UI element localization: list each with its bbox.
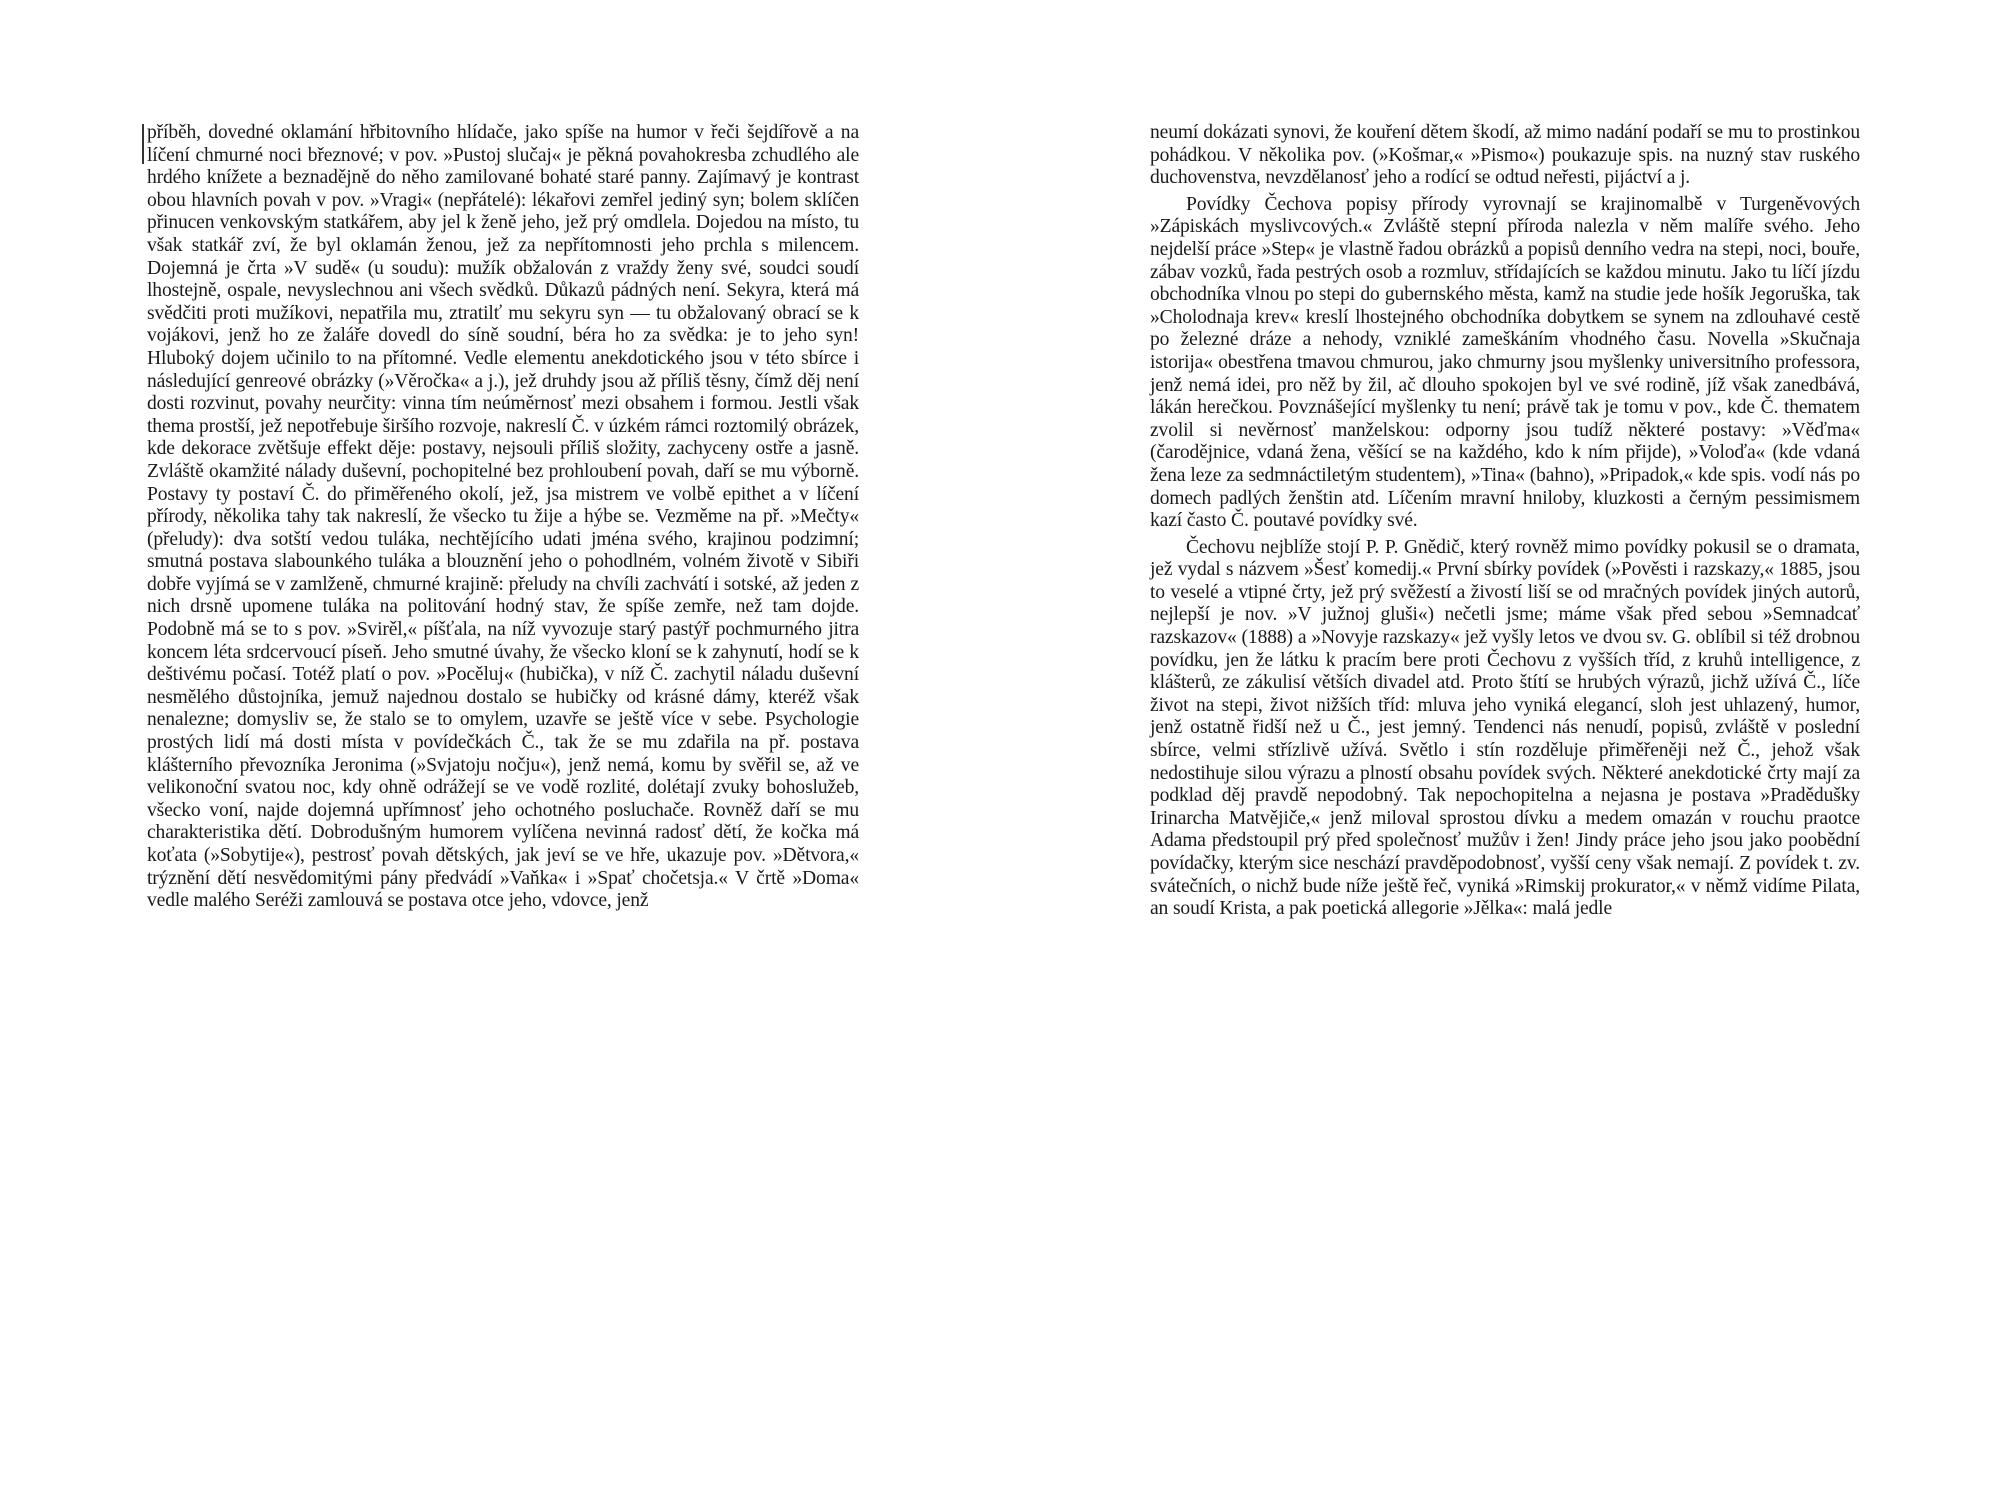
margin-mark xyxy=(142,124,144,164)
left-paragraph-1: příběh, dovedné oklamání hřbitovního hlídače, jako spíše na humor v řeči šejdířově a na líčení chmurné noci březnové; v pov. »Pustoj slučaj« je pěkná povahokresba zchudlého ale hrdého knížete a beznadějně do něho zamilované bohaté staré panny. Zajímavý je kontrast obou hlavních povah v pov. »Vragi« (nepřátelé): lékařovi zemřel jediný syn; bolem sklíčen přinucen venkovským statkářem, aby jel k ženě jeho, jež prý omdlela. Dojedou na místo, tu však statkář zví, že byl oklamán ženou, jež za nepřítomnosti jeho prchla s milencem. Dojemná je črta »V sudě« (u soudu): mužík obžalován z vraždy ženy své, soudci soudí lhostejně, ospale, nevyslechnou ani všech svědků. Důkazů pádných není. Sekyra, která má svědčiti proti mužíkovi, nepatřila mu, ztratilť mu sekyru syn — tu obžalovaný obrací se k vojákovi, jenž ho ze žaláře dovedl do síně soudní, béra ho za svědka: je to jeho syn! Hluboký dojem učinilo to na přítomné. Vedle elementu anekdotického jsou v této sbírce i následující genreové obrázky (»Věročka« a j.), jež druhdy jsou až příliš těsny, čímž děj není dosti rozvinut, povahy neurčity: vinna tím neúměrnosť mezi obsahem i formou. Jestli však thema prostší, jež nepotřebuje širšího rozvoje, nakreslí Č. v úzkém rámci roztomilý obrázek, kde dekorace zvětšuje effekt děje: postavy, nejsouli příliš složity, zachyceny ostře a jasně. Zvláště okamžité nálady duševní, pochopitelné bez prohloubení povah, daří se mu výborně. Postavy ty postaví Č. do přiměřeného okolí, jež, jsa mistrem ve volbě epithet a v líčení přírody, několika tahy tak nakreslí, že všecko tu žije a hýbe se. Vezměme na př. »Mečty« (přeludy): dva sotští vedou tuláka, nechtějícího udati jména svého, krajinou podzimní; smutná postava slabounkého tuláka a blouznění jeho o pohodlném, volném životě v Sibiři dobře vyjímá se v zamlženě, chmurné krajině: přeludy na chvíli zachvátí i sotské, až jeden z nich drsně upomene tuláka na politování hodný stav, že spíše zemře, než tam dojde. Podobně má se to s pov. »Svirěl,« píšťala, na níž vyvozuje starý pastýř pochmurného jitra koncem léta srdcervoucí píseň. Jeho smutné úvahy, že všecko kloní se k zahynutí, hodí se k deštivému počasí. Totéž platí o pov. »Pocěluj« (hubička), v níž Č. zachytil náladu duševní nesmělého důstojníka, jemuž najednou dostalo se hubičky od krásné dámy, kteréž však nenalezne; domysliv se, že stalo se to omylem, uzavře se ještě více v sebe. Psychologie prostých lidí má dosti místa v povídečkách Č., tak že se mu zdařila na př. postava klášterního převozníka Jeronima (»Svjatoju nočju«), jenž nemá, komu by svěřil se, až ve velikonoční svatou noc, kdy ohně odrážejí se ve vodě rozlité, dolétají zvuky bohoslužeb, všecko voní, najde dojemná upřímnosť jeho ochotného posluchače. Rovněž daří se mu charakteristika dětí. Dobrodušným humorem vylíčena nevinná radosť dětí, že kočka má koťata (»Sobytije«), pestrosť povah dětských, jak jeví se ve hře, ukazuje pov. »Dětvora,« trýznění dětí nesvědomitými pány předvádí »Vaňka« i »Spať chočetsja.« V črtě »Doma« vedle malého Seréži zamlouvá se postava otce jeho, vdovce, jenž xyxy=(147,122,859,912)
right-page-column xyxy=(1150,122,1860,921)
right-paragraph-3: Čechovu nejblíže stojí P. P. Gnědič, který rovněž mimo povídky pokusil se o dramata, jež vydal s názvem »Šesť komedij.« První sbírky povídek (»Pověsti i razskazy,« 1885, jsou to veselé a vtipné črty, jež prý svěžestí a živostí liší se od mračných povídek jiných autorů, nejlepší je nov. »V južnoj gluši«) nečetli jsme; máme však před sebou »Semnadcať razskazov« (1888) a »Novyje razskazy« jež vyšly letos ve dvou sv. G. oblíbil si též drobnou povídku, jen že látku k pracím bere proti Čechovu z vyšších tříd, z kruhů intelligence, z klášterů, ze zákulisí větších divadel atd. Proto štítí se hrubých výrazů, jichž užívá Č., líče život na stepi, život nižších tříd: mluva jeho vyniká elegancí, sloh jest uhlazený, humor, jenž ostatně řidší než u Č., jest jemný. Tendenci nás nenudí, popisů, zvláště v poslední sbírce, velmi střízlivě užívá. Světlo i stín rozděluje přiměřeněji než Č., jehož však nedostihuje silou výrazu a plností obsahu povídek svých. Některé anekdotické črty mají za podklad děj pravdě nepodobný. Tak nepochopitelna a nejasna je postava »Pradědušky Irinarcha Matvějiče,« jenž miloval sprostou dívku a medem omazán v rouchu praotce Adama předstoupil prý před společnosť mužův i žen! Jindy práce jeho jsou jako poobědní povídačky, kterým sice neschází pravděpodobnosť, vyšší ceny však nemají. Z povídek t. zv. svátečních, o nichž bude níže ještě řeč, vyniká »Rimskij prokurator,« v němž vidíme Pilata, an soudí Krista, a pak poetická allegorie »Jělka«: malá jedle xyxy=(1150,536,1860,920)
right-paragraph-2: Povídky Čechova popisy přírody vyrovnají se krajinomalbě v Turgeněvových »Zápiskách myslivcových.« Zvláště stepní příroda nalezla v něm malíře svého. Jeho nejdelší práce »Step« je vlastně řadou obrázků a popisů denního vedra na stepi, noci, bouře, zábav vozků, řada pestrých osob a rozmluv, střídajících se každou minutu. Jako tu líčí jízdu obchodníka vlnou po stepi do gubernského města, kamž na studie jede hošík Jegoruška, tak »Cholodnaja krev« kreslí lhostejného obchodníka dobytkem se synem na zdlouhavé cestě po železné dráze a nehody, vzniklé zameškáním vhodného času. Novella »Skučnaja istorija« obestřena tmavou chmurou, jako chmurny jsou myšlenky universitního professora, jenž nemá idei, pro něž by žil, ač dlouho spokojen byl ve své rodině, jíž však zanedbává, lákán herečkou. Povznášející myšlenky tu není; právě tak je tomu v pov., kde Č. thematem zvolil si nevěrnosť manželskou: odporny jsou tudíž některé postavy: »Věďma« (čarodějnice, vdaná žena, věšící se na každého, kdo k ním přijde), »Voloďa« (kde vdaná žena leze za sedmnáctiletým studentem), »Tina« (bahno), »Pripadok,« kde spis. vodí nás po domech padlých ženštin atd. Líčením mravní hniloby, kluzkosti a černým pessimismem kazí často Č. poutavé povídky své. xyxy=(1150,193,1860,532)
right-paragraph-1: neumí dokázati synovi, že kouření dětem škodí, až mimo nadání podaří se mu to prostinkou pohádkou. V několika pov. (»Košmar,« »Pismo«) poukazuje spis. na nuzný stav ruského duchovenstva, nevzdělanosť jeho a rodící se odtud neřesti, pijáctví a j. xyxy=(1150,122,1860,189)
left-page-column xyxy=(147,122,859,913)
